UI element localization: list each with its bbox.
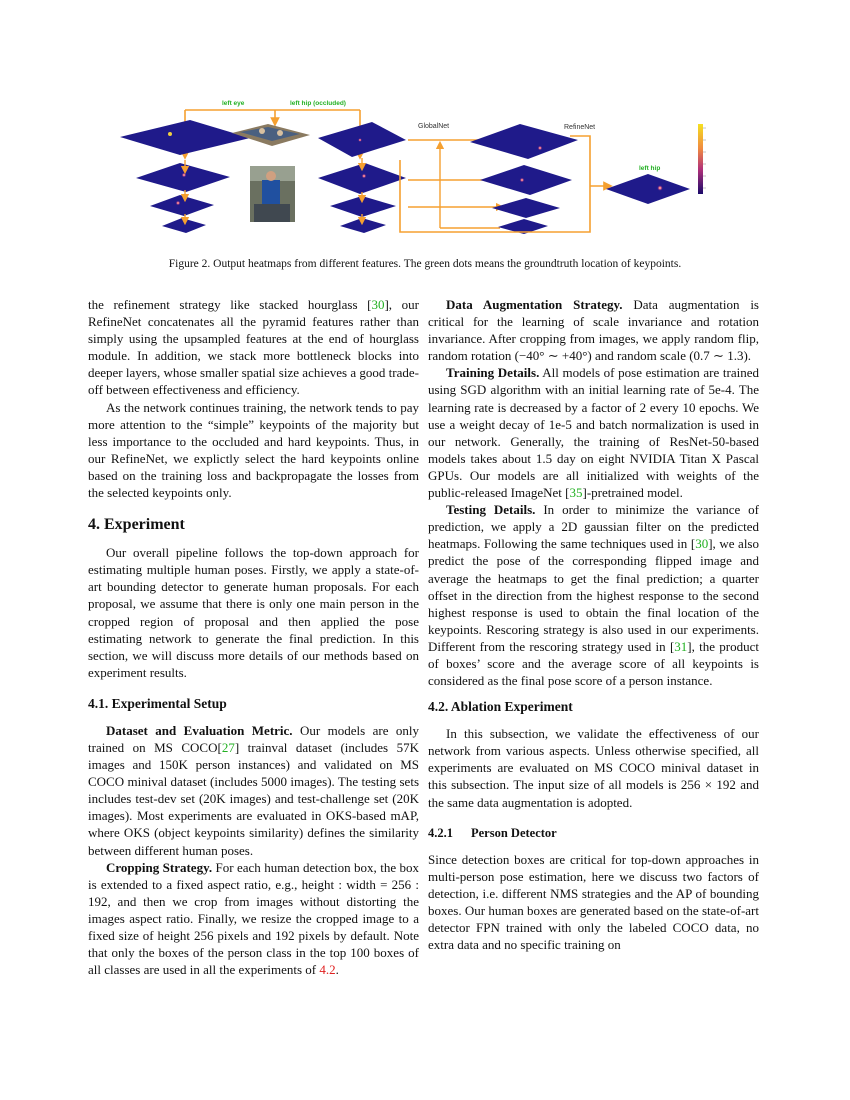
paragraph-cropping: Cropping Strategy. For each human detection box, the box is extended to a fixed aspect ratio, e.g., height : width = 256 : 192, and then we crop from images without distorting the images aspect ratio. Finally, we resize the cropped image to a fixed size of height 256 pixels and 192 pixels by default. Note that only the boxes of the person class in the top 100 boxes of all classes are used in all the experiments of 4.2. xyxy=(88,859,420,978)
colorbar xyxy=(698,124,706,194)
paragraph-training: Training Details. All models of pose estimation are trained using SGD algorithm with an initial learning rate of 5e-4. The learning rate is decreased by a factor of 2 every 10 epochs. We use a weight decay of 1e-5 and batch normalization is used in our network. Generally, the training of ResNet-50-based models takes about 1.5 day on eight NVIDIA Titan X Pascal GPUs. Our models are all initialized with weights of the public-released ImageNet [35]-pretrained model. xyxy=(428,365,759,501)
figure-heatmaps xyxy=(0,0,850,245)
paragraph-person-detector: Since detection boxes are critical for top-down approaches in multi-person pose estimation, here we discuss two factors of detection, i.e. different NMS strategies and the AP of bounding boxes. Our human boxes are generated based on the state-of-art detector FPN trained with only the labeled COCO data, no extra data and no specific training on xyxy=(428,851,759,953)
refinenet-output-heatmap xyxy=(606,174,690,204)
subsubsection-heading-detector: 4.2.1 Person Detector xyxy=(428,825,557,840)
citation-link[interactable]: 30 xyxy=(371,297,385,312)
left-column xyxy=(88,296,419,978)
paragraph-testing: Testing Details. In order to minimize the variance of prediction, we apply a 2D gaussian filter on the predicted heatmaps. Following the same techniques used in [30], we also predict the pose of the corresponding flipped image and average the heatmaps to get the final prediction; a quarter offset in the direction from the highest response to the second highest response is used to obtain the final location of the keypoints. Rescoring strategy is also used in our experiments. Different from the rescoring strategy used in [31], the product of boxes’ score and the average score of all keypoints is considered as the final pose score of a person instance. xyxy=(428,502,760,689)
label-left-hip: left hip xyxy=(639,165,661,172)
globalnet-connections xyxy=(408,140,500,228)
label-left-hip-occluded: left hip (occluded) xyxy=(290,100,346,107)
section-heading-experiment: 4. Experiment xyxy=(88,516,185,534)
paragraph-augmentation: Data Augmentation Strategy. Data augmentation is critical for the learning of scale invariance and rotation invariance. After cropping from images, we apply random flip, random rotation (−40° ∼ +40°) and random scale (0.7 ∼ 1.3). xyxy=(428,297,759,364)
citation-link[interactable]: 35 xyxy=(569,485,583,501)
input-person-image xyxy=(250,166,295,222)
citation-link[interactable]: 31 xyxy=(674,638,688,654)
paragraph-refinenet-structure: the refinement strategy like stacked hourglass [30], our RefineNet concatenates all the pyramid features rather than simply using the upsampled features at the end of hourglass module. In addition, we stack more bottleneck blocks into deeper layers, whose smaller spatial size achieves a good trade-off between effectiveness and efficiency. xyxy=(88,297,419,398)
paragraph-dataset: Dataset and Evaluation Metric. Our models are only trained on MS COCO[27] trainval dataset (includes 57K images and 150K person instances) and validated on MS COCO minival dataset (includes 5000 images). The testing sets includes test-dev set (20K images) and test-challenge set (20K images). Most experiments are evaluated in OKS-based mAP, where OKS (object keypoints similarity) defines the similarity between different human poses. xyxy=(88,722,419,858)
globalnet-heatmaps xyxy=(470,124,578,234)
input-photo-crop xyxy=(232,124,310,146)
paragraph-ablation: In this subsection, we validate the effectiveness of our network from various aspects. Unless otherwise specified, all experiments are evaluated on MS COCO minival dataset in this subsection. The input size of all models is 256 × 192 and the same data augmentation is adopted. xyxy=(428,726,759,810)
figure-caption: Figure 2. Output heatmaps from different features. The green dots means the groundtruth location of keypoints. xyxy=(168,258,682,270)
label-left-eye: left eye xyxy=(222,100,245,107)
label-refinenet: RefineNet xyxy=(564,124,596,131)
subsection-heading-ablation: 4.2. Ablation Experiment xyxy=(428,699,573,715)
subsection-heading-setup: 4.1. Experimental Setup xyxy=(88,695,227,711)
citation-link[interactable]: 27 xyxy=(221,739,235,755)
right-column xyxy=(428,296,759,953)
paragraph-hard-keypoints: As the network continues training, the network tends to pay more attention to the “simple” keypoints of the majority but less importance to the occluded and hard keypoints. Thus, in our RefineNet, we explictly select the hard keypoints online based on the training loss and backpropagate the losses from the selected keypoints only. xyxy=(88,399,419,501)
citation-link[interactable]: 30 xyxy=(695,536,709,552)
label-globalnet: GlobalNet xyxy=(418,123,450,130)
section-ref-link[interactable]: 4.2 xyxy=(319,962,336,978)
paragraph-pipeline: Our overall pipeline follows the top-down approach for estimating multiple human poses. Firstly, we apply a state-of-art bounding detector to generate human proposals. For each proposal, we assume that there is only one main person in the cropped region of proposal and then applied the pose estimating network to generate the final prediction. In this section, we will discuss more details of our methods based on experiment results. xyxy=(88,545,419,680)
